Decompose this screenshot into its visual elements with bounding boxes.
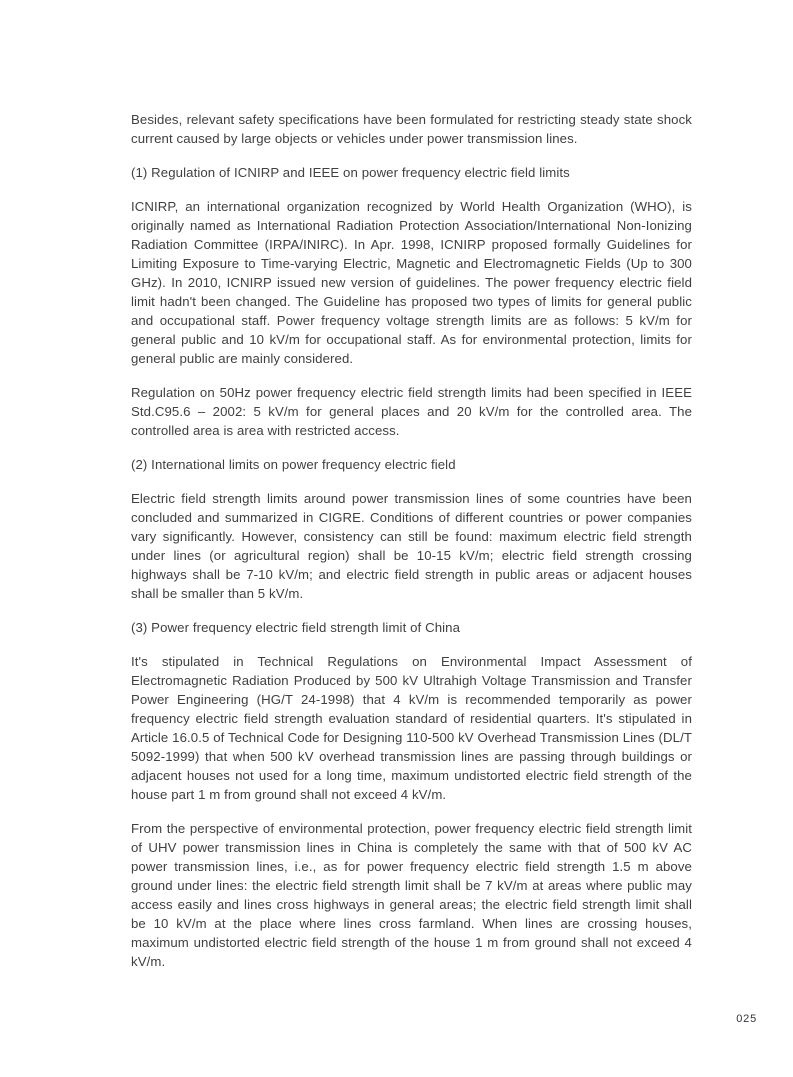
paragraph-china-standards: It's stipulated in Technical Regulations on Environmental Impact Assessment of Electromagnetic Radiation Produced by 500 kV Ultrahigh Voltage Transmission and Transfer Power Engineering (HG/T 24-1998) that 4 kV/m is recommended temporarily as power frequency electric field strength evaluation standard of residential quarters. It's stipulated in Article 16.0.5 of Technical Code for Designing 110-500 kV Overhead Transmission Lines (DL/T 5092-1999) that when 500 kV overhead transmission lines are passing through buildings or adjacent houses not used for a long time, maximum undistorted electric field strength of the house part 1 m from ground shall not exceed 4 kV/m. (131, 654, 692, 802)
page-number: 025 (736, 1013, 757, 1025)
page-body (131, 110, 692, 986)
paragraph-intro-shock-current: Besides, relevant safety specifications have been formulated for restricting steady state shock current caused by large objects or vehicles under power transmission lines. (131, 112, 692, 146)
paragraph-uhv-limits: From the perspective of environmental protection, power frequency electric field strength limit of UHV power transmission lines in China is completely the same with that of 500 kV AC power transmission lines, i.e., as for power frequency electric field strength 1.5 m above ground under lines: the electric field strength limit shall be 7 kV/m at areas where public may access easily and lines cross highways in general areas; the electric field strength limit shall be 10 kV/m at the place where lines cross farmland. When lines are crossing houses, maximum undistorted electric field strength of the house 1 m from ground shall not exceed 4 kV/m. (131, 821, 692, 969)
paragraph-icnirp-guidelines: ICNIRP, an international organization recognized by World Health Organization (WHO), is originally named as International Radiation Protection Association/International Non-Ionizing Radiation Committee (IRPA/INIRC). In Apr. 1998, ICNIRP proposed formally Guidelines for Limiting Exposure to Time-varying Electric, Magnetic and Electromagnetic Fields (Up to 300 GHz). In 2010, ICNIRP issued new version of guidelines. The power frequency electric field limit hadn't been changed. The Guideline has proposed two types of limits for general public and occupational staff. Power frequency voltage strength limits are as follows: 5 kV/m for general public and 10 kV/m for occupational staff. As for environmental protection, limits for general public are mainly considered. (131, 199, 692, 366)
section-heading-icnirp-ieee: (1) Regulation of ICNIRP and IEEE on power frequency electric field limits (131, 165, 570, 180)
paragraph-ieee-50hz-limits: Regulation on 50Hz power frequency electric field strength limits had been specified in IEEE Std.C95.6 – 2002: 5 kV/m for general places and 20 kV/m for the controlled area. The controlled area is area with restricted access. (131, 385, 692, 438)
section-heading-china-limit: (3) Power frequency electric field strength limit of China (131, 620, 461, 635)
paragraph-cigre-summary: Electric field strength limits around power transmission lines of some countries have been concluded and summarized in CIGRE. Conditions of different countries or power companies vary significantly. However, consistency can still be found: maximum electric field strength under lines (or agricultural region) shall be 10-15 kV/m; electric field strength crossing highways shall be 7-10 kV/m; and electric field strength in public areas or adjacent houses shall be smaller than 5 kV/m. (131, 491, 692, 601)
section-heading-international-limits: (2) International limits on power frequency electric field (131, 457, 456, 472)
